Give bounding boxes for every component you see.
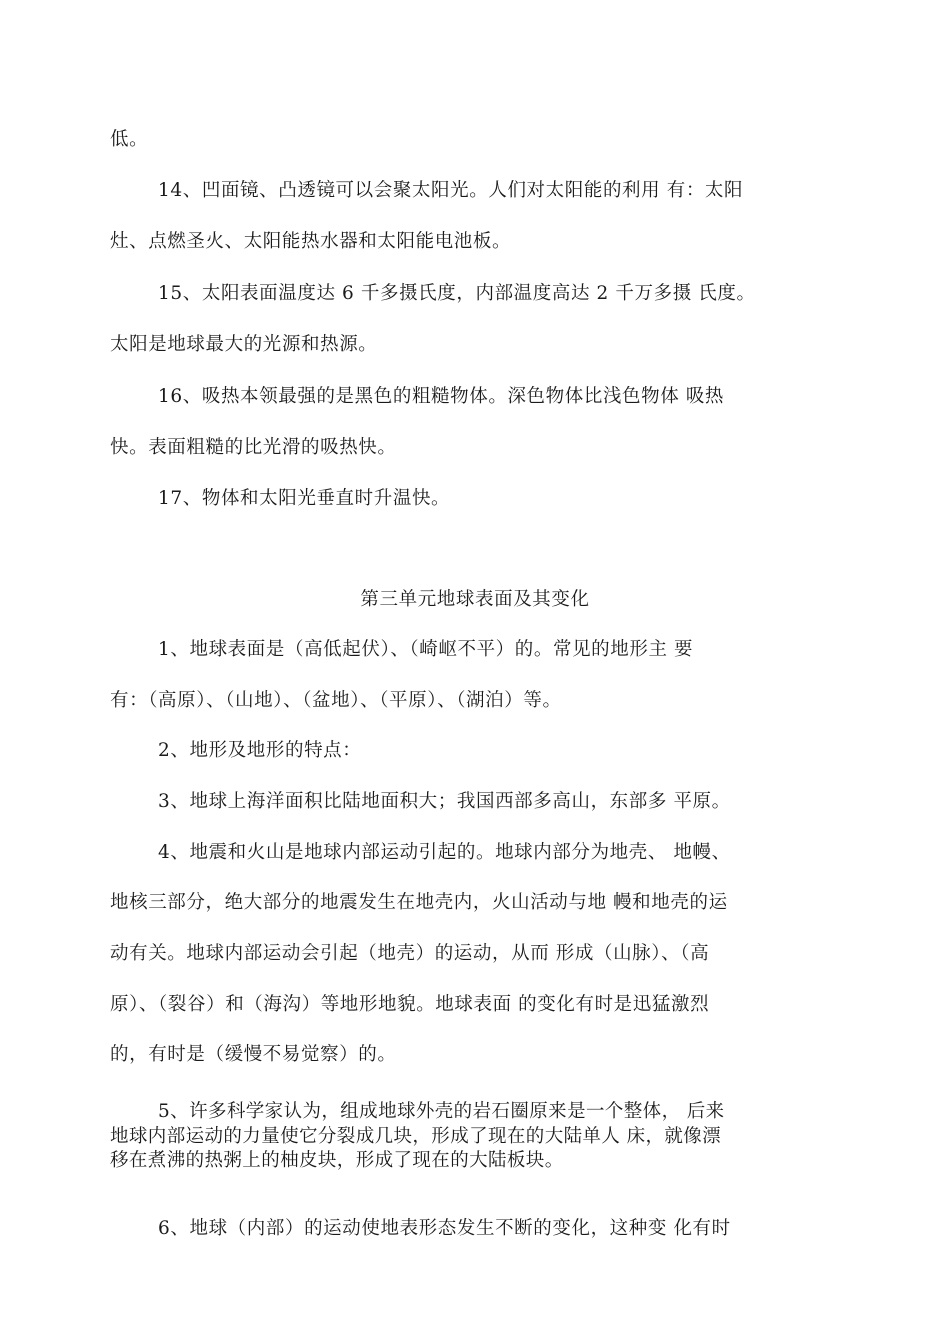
text-line: 2、地形及地形的特点： — [158, 740, 362, 761]
text-line: 灶、点燃圣火、太阳能热水器和太阳能电池板。 — [110, 231, 512, 252]
text-line: 的，有时是（缓慢不易觉察）的。 — [110, 1044, 397, 1065]
text-line: 15、太阳表面温度达 6 千多摄氏度，内部温度高达 2 千万多摄 氏度。 — [158, 283, 756, 304]
text-line: 低。 — [110, 129, 149, 150]
text-line: 4、地震和火山是地球内部运动引起的。地球内部分为地壳、 地幔、 — [158, 842, 731, 863]
text-line: 快。表面粗糙的比光滑的吸热快。 — [110, 437, 397, 458]
text-line: 有：（高原）、（山地）、（盆地）、（平原）、（湖泊）等。 — [110, 690, 562, 711]
text-line: 5、许多科学家认为，组成地球外壳的岩石圈原来是一个整体， 后来 — [158, 1101, 725, 1122]
text-line: 17、物体和太阳光垂直时升温快。 — [158, 488, 451, 509]
text-line: 移在煮沸的热粥上的柚皮块，形成了现在的大陆板块。 — [110, 1150, 564, 1171]
text-line: 1、地球表面是（高低起伏）、（崎岖不平）的。常见的地形主 要 — [158, 639, 694, 660]
text-line: 动有关。地球内部运动会引起（地壳）的运动，从而 形成（山脉）、（高 — [110, 943, 710, 964]
section-title: 第三单元地球表面及其变化 — [360, 589, 590, 610]
text-line: 地球内部运动的力量使它分裂成几块，形成了现在的大陆单人 床，就像漂 — [110, 1126, 722, 1147]
text-line: 3、地球上海洋面积比陆地面积大；我国西部多高山，东部多 平原。 — [158, 791, 731, 812]
text-line: 16、吸热本领最强的是黑色的粗糙物体。深色物体比浅色物体 吸热 — [158, 386, 725, 407]
text-line: 6、地球（内部）的运动使地表形态发生不断的变化，这种变 化有时 — [158, 1218, 731, 1239]
text-line: 原）、（裂谷）和（海沟）等地形地貌。地球表面 的变化有时是迅猛激烈 — [110, 994, 710, 1015]
text-line: 14、凹面镜、凸透镜可以会聚太阳光。人们对太阳能的利用 有：太阳 — [158, 180, 744, 201]
text-line: 太阳是地球最大的光源和热源。 — [110, 334, 378, 355]
text-line: 地核三部分，绝大部分的地震发生在地壳内，火山活动与地 幔和地壳的运 — [110, 892, 728, 913]
